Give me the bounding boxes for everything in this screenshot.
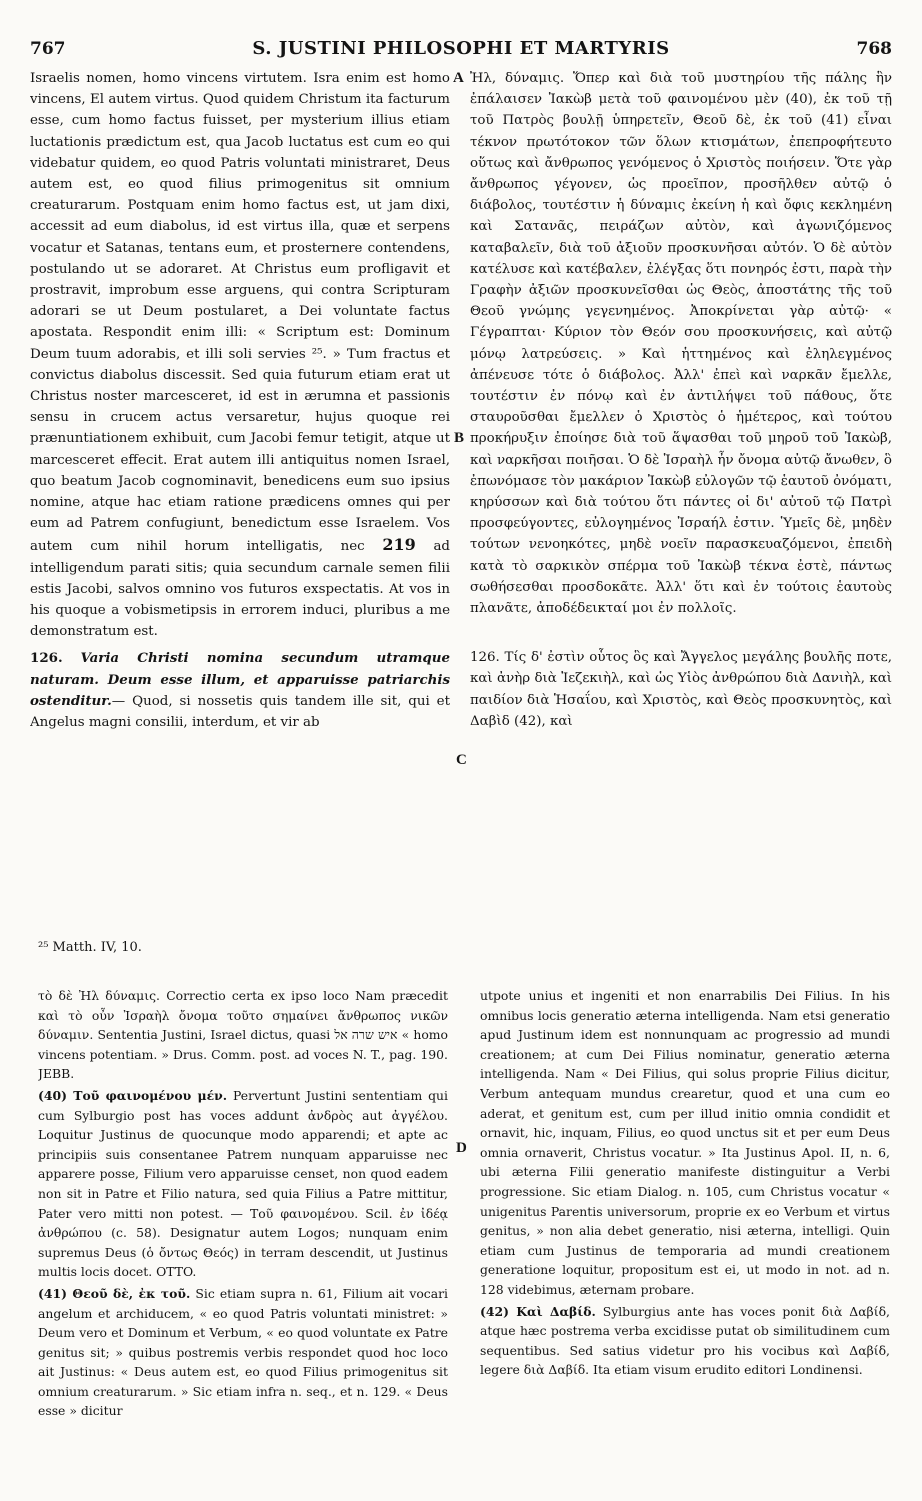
note-continuation: utpote unius et ingeniti et non enarrabilis Dei Filius. In his omnibus locis generatio æterna intelligenda. Nam etsi generatio apud Justinum idem est nonnunquam ac progressio ad mundi creationem; at cum Dei Filius nominatur, generatio æterna intelligenda. Nam « Dei Filius, qui solus proprie Filius dicitur, Verbum antequam mundus crearetur, quod et una cum eo aderat, et genitum est, cum per illud initio omnia condidit et ornavit, hic, inquam, Filius, eo quod unctus sit et per eum Deus omnia ornaverit, Christus vocatur. » Ita Justinus Apol. II, n. 6, ubi æterna Filii generatio manifeste distinguitur a Verbi progressione. Sic etiam Dialog. n. 105, cum Christus vocatur « unigenitus Parentis universorum, proprie ex eo Verbum et virtus genitus, » non alia debet generatio, nisi æterna, intelligi. Quin etiam cum Justinus de temporaria ad mundi creationem generatione loquitur, propositum est ei, ut modo in not. ad n. 128 videbimus, æternam probare. [480,988,890,1297]
margin-marker-a: A [453,70,464,86]
section-text: — Quod, si nossetis quis tandem ille sit, qui et Angelus magni consilii, interdum, et vir ab [30,693,450,731]
running-title: S. JUSTINI PHILOSOPHI ET MARTYRIS [252,38,670,59]
page-number-right: 768 [856,39,892,59]
notes-left-column [38,986,448,1486]
note-text: τὸ δὲ Ἠλ δύναμις. Correctio certa ex ipso loco Nam præcedit καὶ τὸ οὖν Ἰσραὴλ ὄνομα τοῦτο σημαίνει ἄνθρωπος νικῶν δύναμιν. Sententia Justini, Israel dictus, quasi איש שרה אל « homo vincens potentiam. » Drus. Comm. post. ad voces N. T., pag. 190. JEBB. [38,988,448,1082]
latin-section-126 [30,648,450,733]
note-body: Sylburgius ante has voces ponit διὰ Δαβίδ, atque hæc postrema verba excidisse putat ob similitudinem cum sequentibus. Sed satius videtur pro his vocibus καὶ Δαβίδ, legere διὰ Δαβίδ. Ita etiam visum erudito editori Londinensi. [480,1303,890,1378]
margin-marker-c: C [456,752,467,768]
latin-text-end: ad intelligendum parati sitis; quia secundum carnale semen filii estis Jacobi, salvos omnino vos futuros exspectatis. At vos in his quoque a vobismetipsis in errorem induci, pluribus a me demonstratum est. [30,539,450,640]
notes-right-column [480,986,890,1486]
note-label: (40) Τοῦ φαινομένου μέν. [38,1087,228,1103]
edition-page-number: 219 [382,535,416,555]
latin-text: Israelis nomen, homo vincens virtutem. Isra enim est homo vincens, El autem virtus. Quod quidem Christum ita facturum esse, cum homo factus fuisset, per mysterium illius etiam luctationis prædictum est, qua Jacob luctatus est cum eo qui videbatur quidem, eo quod Patris voluntati ministraret, Deus autem est, eo quod filius primogenitus sit omnium creaturarum. Postquam enim homo factus est, ut jam dixi, accessit ad eum diabolus, id est virtus illa, quæ et serpens vocatur et Satanas, tentans eum, et prosternere contendens, postulando ut se adoraret. At Christus eum profligavit et prostravit, improbum esse arguens, qui contra Scripturam adorari se ut Deum postularet, a Dei voluntate factus apostata. Respondit enim illi: « Scriptum est: Dominum Deum tuum adorabis, et illi soli servies ²⁵. » Tum fractus et convictus diabolus discessit. Sed quia futurum etiam erat ut Christus noster marcesceret, id est in ærumna et passionis sensu in crucem actus versaretur, hujus quoque rei prænuntiationem exhibuit, cum Jacobi femur tetigit, atque ut marcesceret effecit. Erat autem illi antiquitus nomen Israel, quo beatum Jacob cognominavit, benedicens eum suo ipsius nomine, atque hac etiam ratione prædicens omnes qui per eum ad Patrem confugiunt, benedictum esse Israelem. Vos autem cum nihil horum intelligatis, nec [30,71,450,555]
margin-marker-d: D [456,1140,467,1156]
latin-column [30,68,450,918]
note-40 [38,1086,448,1282]
latin-paragraph [30,68,450,642]
page-number-left: 767 [30,39,66,59]
note-label: (42) Καὶ Δαβίδ. [480,1303,596,1319]
greek-column [470,68,892,918]
note-42 [480,1302,890,1380]
section-number: 126. [30,650,63,667]
note-body: Pervertunt Justini sententiam qui cum Sylburgio post has voces addunt ἀνδρὸς aut ἀγγέλου. Loquitur Justinus de quocunque modo apparendi; et apte ac principiis suis consentanee Patrem nunquam apparuisse nec apparere posse, Filium vero apparuisse censet, non quod eadem non sit in Patre et Filio natura, sed quia Filius a Patre mittitur, Pater vero mitti non potest. — Τοῦ φαινομένου. Scil. ἐν ἰδέᾳ ἀνθρώπου (c. 58). Designatur autem Logos; nunquam enim supremus Deus (ὁ ὄντως Θεός) in terram descendit, ut Justinus multis locis docet. OTTO. [38,1087,448,1280]
section-title: Varia Christi nomina secundum utramque naturam. Deum esse illum, et apparuisse patriarchis ostenditur. [30,650,450,709]
page-header [30,38,892,64]
greek-paragraph: Ἠλ, δύναμις. Ὅπερ καὶ διὰ τοῦ μυστηρίου τῆς πάλης ἣν ἐπάλαισεν Ἰακὼβ μετὰ τοῦ φαινομένου μὲν (40), ἐκ τοῦ τῇ τοῦ Πατρὸς βουλῇ ὑπηρετεῖν, Θεοῦ δὲ, ἐκ τοῦ (41) εἶναι τέκνον πρωτότοκον τῶν ὅλων κτισμάτων, ἐπεπροφήτευτο οὕτως καὶ ἄνθρωπος γενόμενος ὁ Χριστὸς ποιήσειν. Ὅτε γὰρ ἄνθρωπος γέγονεν, ὡς προεῖπον, προσῆλθεν αὐτῷ ὁ διάβολος, τουτέστιν ἡ δύναμις ἐκείνη ἡ καὶ ὄφις κεκλημένη καὶ Σατανᾶς, πειράζων αὐτὸν, καὶ ἀγωνιζόμενος καταβαλεῖν, διὰ τοῦ ἀξιοῦν προσκυνῆσαι αὐτόν. Ὁ δὲ αὐτὸν κατέλυσε καὶ κατέβαλεν, ἐλέγξας ὅτι πονηρός ἐστι, παρὰ τὴν Γραφὴν ἀξιῶν προσκυνεῖσθαι ὡς Θεὸς, ἀποστάτης τῆς τοῦ Θεοῦ γνώμης γεγενημένος. Ἀποκρίνεται γὰρ αὐτῷ· « Γέγραπται· Κύριον τὸν Θεόν σου προσκυνήσεις, καὶ αὐτῷ μόνῳ λατρεύσεις. » Καὶ ἡττημένος καὶ ἐληλεγμένος ἀπένευσε τότε ὁ διάβολος. Ἀλλ' ἐπεὶ καὶ ναρκᾶν ἔμελλε, τουτέστιν ἐν πόνῳ καὶ ἐν ἀντιλήψει τοῦ πάθους, ὅτε σταυροῦσθαι ἔμελλεν ὁ Χριστὸς ὁ ἡμέτερος, καὶ τούτου προκήρυξιν ἐποίησε διὰ τοῦ ἅψασθαι τοῦ μηροῦ τοῦ Ἰακὼβ, καὶ ναρκῆσαι ποιῆσαι. Ὁ δὲ Ἰσραὴλ ἦν ὄνομα αὐτῷ ἄνωθεν, ὃ ἐπωνόμασε τὸν μακάριον Ἰακὼβ εὐλογῶν τῷ ἑαυτοῦ ὀνόματι, κηρύσσων καὶ διὰ τούτου ὅτι πάντες οἱ δι' αὐτοῦ τῷ Πατρὶ προσφεύγοντες, εὐλογημένος Ἰσραήλ ἐστιν. Ὑμεῖς δὲ, μηδὲν τούτων νενοηκότες, μηδὲ νοεῖν παρασκευαζόμενοι, ἐπειδὴ κατὰ τὸ σαρκικὸν σπέρμα τοῦ Ἰακὼβ τέκνα ἐστὲ, πάντως σωθήσεσθαι προσδοκᾶτε. Ἀλλ' ὅτι καὶ ἐν τούτοις ἑαυτοὺς πλανᾶτε, ἀποδέδεικταί μοι ἐν πολλοῖς. [470,71,892,617]
margin-marker-b: B [454,430,465,446]
note-41 [38,1284,448,1421]
greek-section-126: 126. Τίς δ' ἐστὶν οὗτος ὃς καὶ Ἄγγελος μεγάλης βουλῆς ποτε, καὶ ἀνὴρ διὰ Ἰεζεκιὴλ, καὶ ὡς Υἱὸς ἀνθρώπου διὰ Δανιὴλ, καὶ παιδίον διὰ Ἡσαΐου, καὶ Χριστὸς, καὶ Θεὸς προσκυνητὸς, καὶ Δαβὶδ (42), καὶ [470,650,892,729]
scripture-footnote: ²⁵ Matth. IV, 10. [38,940,142,955]
note-body: Sic etiam supra n. 61, Filium ait vocari angelum et archiducem, « eo quod Patris voluntati ministret: » Deum vero et Dominum et Verbum, « eo quod voluntate ex Patre genitus sit; » quibus postremis verbis respondet quod hoc loco ait Justinus: « Deus autem est, eo quod Filius primogenitus sit omnium creaturarum. » Sic etiam infra n. seq., et n. 129. « Deus esse » dicitur [38,1285,448,1419]
note-label: (41) Θεοῦ δὲ, ἐκ τοῦ. [38,1285,191,1301]
